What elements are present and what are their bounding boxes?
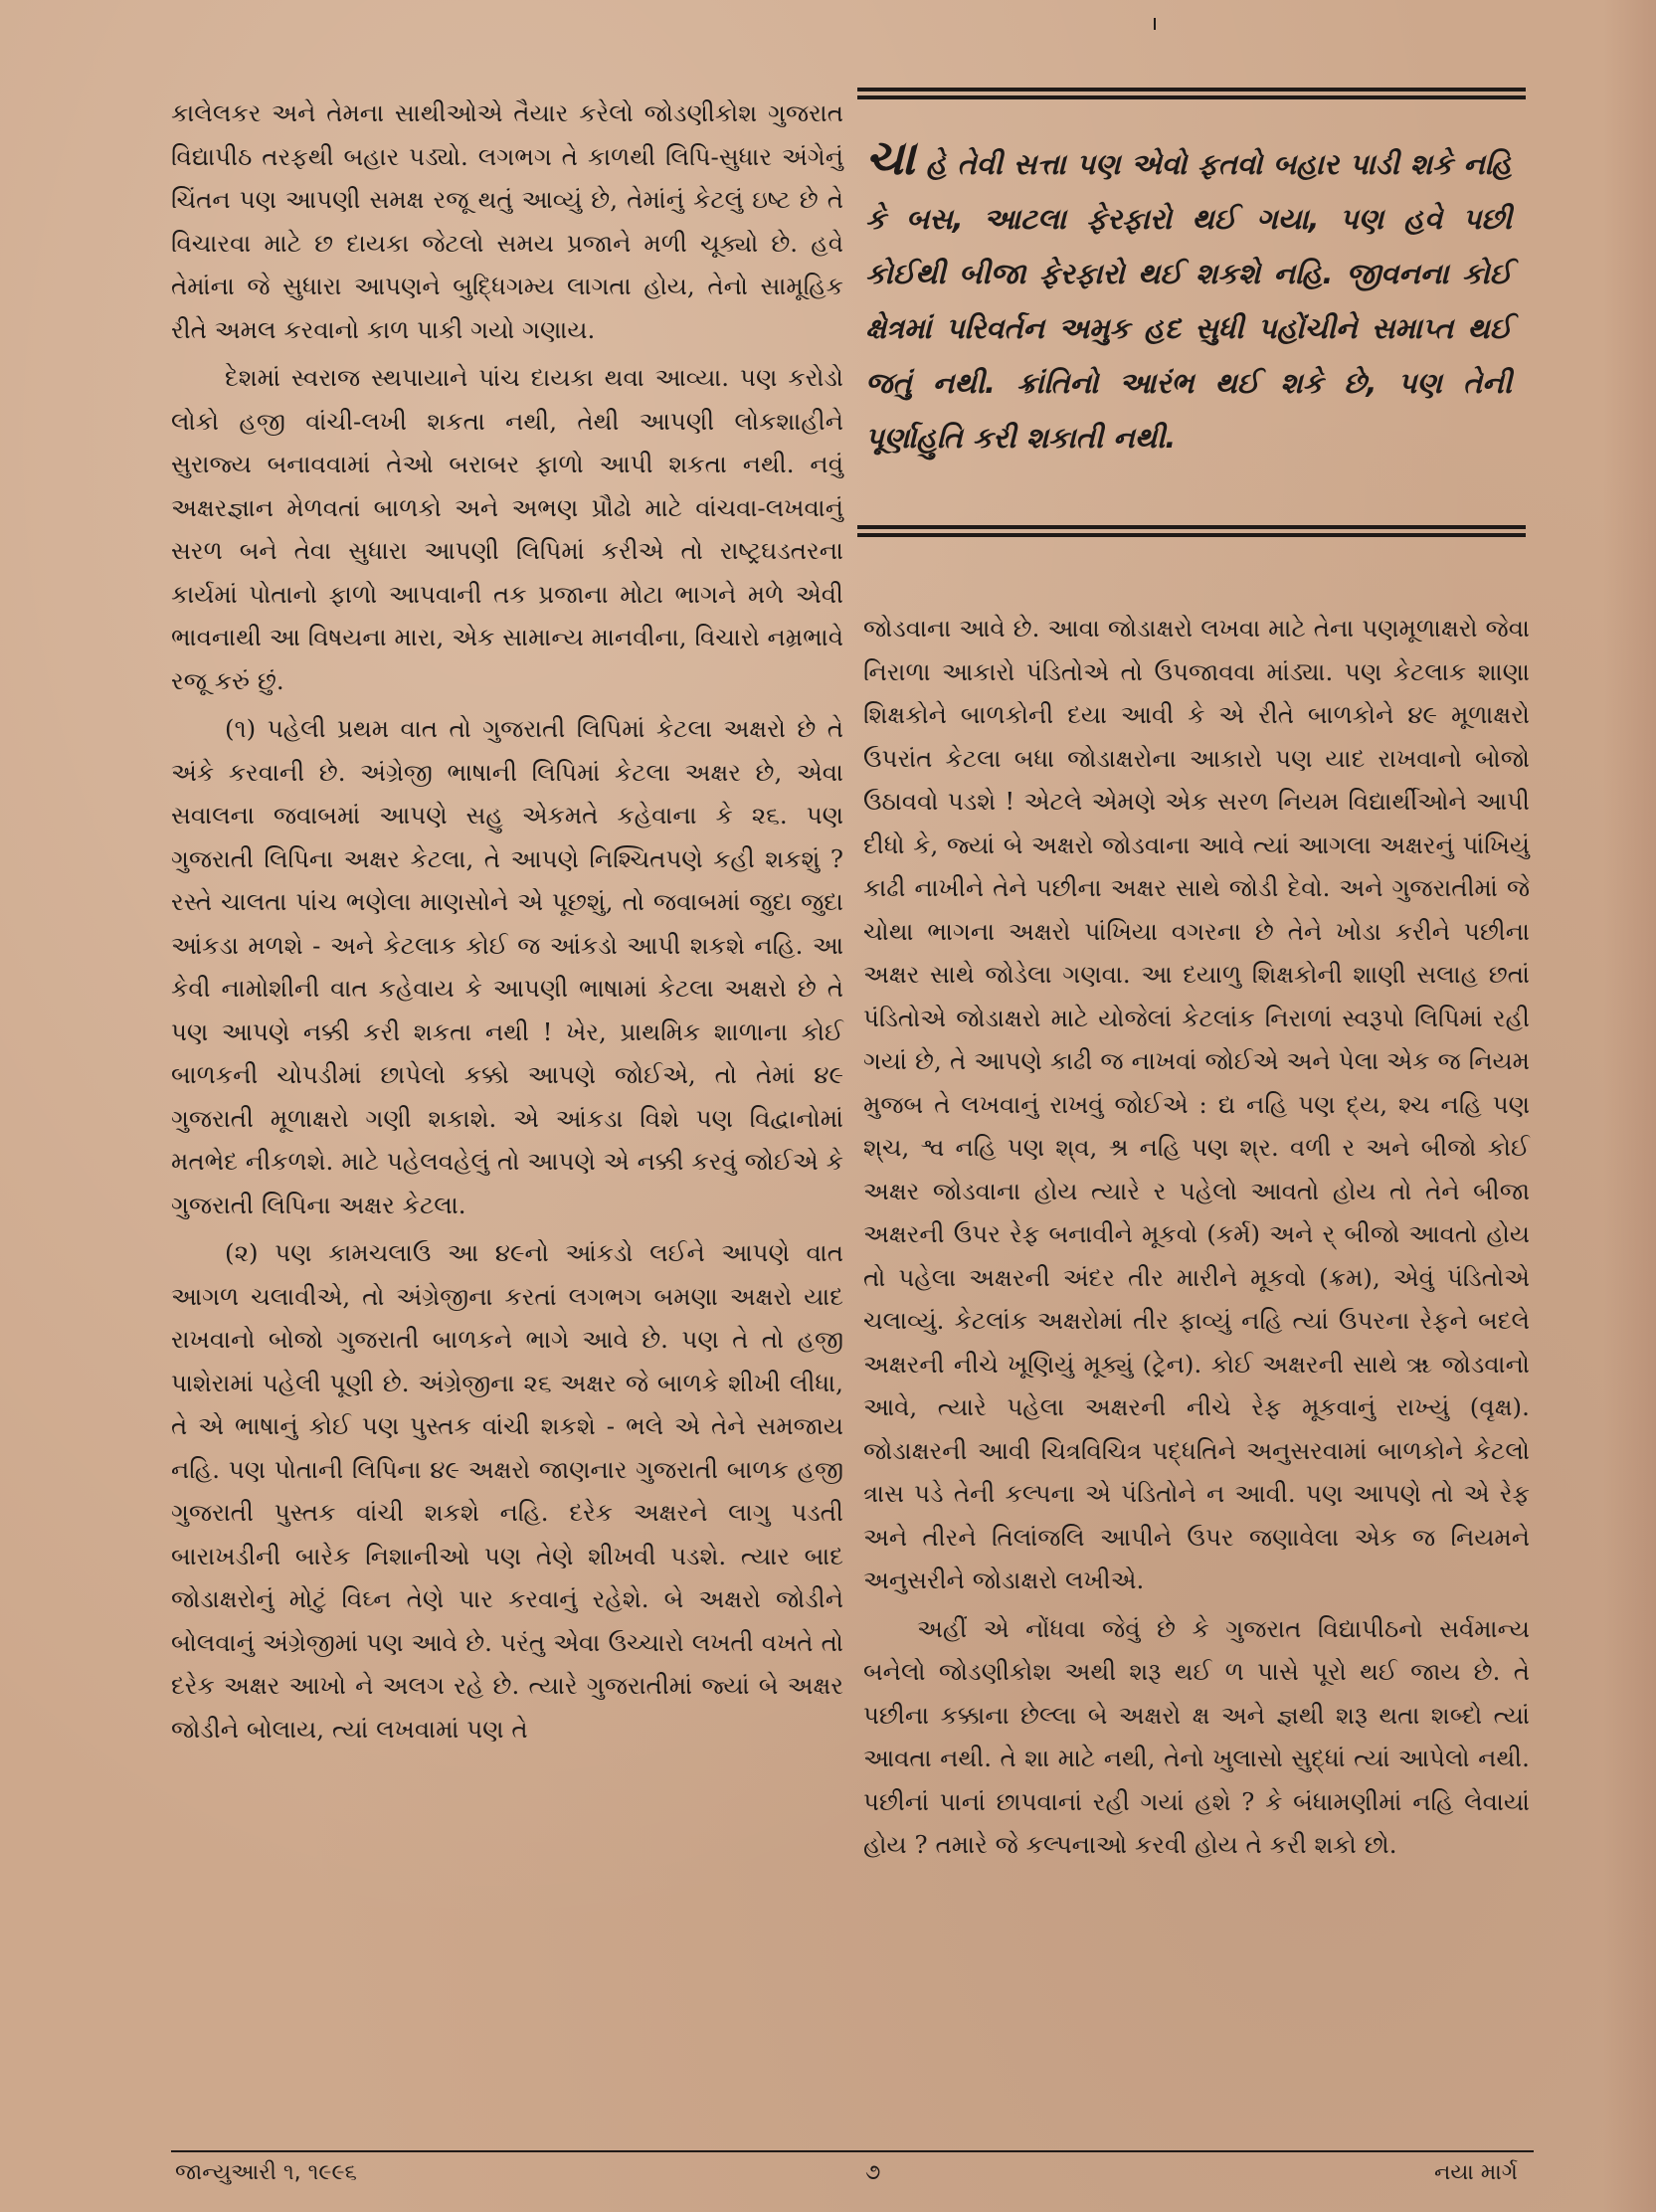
footer-publication: નયા માર્ગ xyxy=(1434,2160,1518,2185)
left-paragraph-4: (૨) પણ કામચલાઉ આ ૪૯નો આંકડો લઈને આપણે વાત આગળ ચલાવીએ, તો અંગ્રેજીના કરતાં લગભગ બમણા અક્ષરો યાદ રાખવાનો બોજો ગુજરાતી બાળકને ભાગે આવે છે. પણ તે તો હજી પાશેરામાં પહેલી પૂણી છે. અંગ્રેજીના ૨૬ અક્ષર જે બાળકે શીખી લીધા, તે એ ભાષાનું કોઈ પણ પુસ્તક વાંચી શકશે - ભલે એ તેને સમજાય નહિ. પણ પોતાની લિપિના ૪૯ અક્ષરો જાણનાર ગુજરાતી બાળક હજી ગુજરાતી પુસ્તક વાંચી શકશે નહિ. દરેક અક્ષરને લાગુ પડતી બારાખડીની બારેક નિશાનીઓ પણ તેણે શીખવી પડશે. ત્યાર બાદ જોડાક્ષરોનું મોટું વિઘ્ન તેણે પાર કરવાનું રહેશે. બે અક્ષરો જોડીને બોલવાનું અંગ્રેજીમાં પણ આવે છે. પરંતુ એવા ઉચ્ચારો લખતી વખતે તો દરેક અક્ષર આખો ને અલગ રહે છે. ત્યારે ગુજરાતીમાં જ્યાં બે અક્ષર જોડીને બોલાય, ત્યાં લખવામાં પણ તે xyxy=(171,1238,843,1744)
page-edge-shadow xyxy=(1603,0,1656,2212)
pull-quote-body: હે તેવી સત્તા પણ એવો ફતવો બહાર પાડી શકે નહિ કે બસ, આટલા ફેરફારો થઈ ગયા, પણ હવે પછી કોઈથી બીજા ફેરફારો થઈ શકશે નહિ. જીવનના કોઈ ક્ષેત્રમાં પરિવર્તન અમુક હદ સુધી પહોંચીને સમાપ્ત થઈ જતું નથી. ક્રાંતિનો આરંભ થઈ શકે છે, પણ તેની પૂર્ણાહુતિ કરી શકાતી નથી. xyxy=(865,147,1512,455)
right-column xyxy=(863,607,1530,1867)
quote-bottom-rule xyxy=(857,525,1526,537)
footer-page-number: ૭ xyxy=(865,2160,881,2185)
pull-quote-dropcap: ચા xyxy=(865,130,916,186)
pull-quote-text xyxy=(865,130,1512,465)
left-paragraph-2: દેશમાં સ્વરાજ સ્થપાયાને પાંચ દાયકા થવા આવ્યા. પણ કરોડો લોકો હજી વાંચી-લખી શકતા નથી, તેથી આપણી લોકશાહીને સુરાજ્ય બનાવવામાં તેઓ બરાબર ફાળો આપી શકતા નથી. નવું અક્ષરજ્ઞાન મેળવતાં બાળકો અને અભણ પ્રૌઢો માટે વાંચવા-લખવાનું સરળ બને તેવા સુધારા આપણી લિપિમાં કરીએ તો રાષ્ટ્રઘડતરના કાર્યમાં પોતાનો ફાળો આપવાની તક પ્રજાના મોટા ભાગને મળે એવી ભાવનાથી આ વિષયના મારા, એક સામાન્ય માનવીના, વિચારો નમ્રભાવે રજૂ કરું છું. xyxy=(171,363,843,695)
footer-rule xyxy=(171,2150,1534,2152)
pull-quote xyxy=(857,88,1526,545)
right-paragraph-2: અહીં એ નોંધવા જેવું છે કે ગુજરાત વિદ્યાપીઠનો સર્વમાન્ય બનેલો જોડણીકોશ અથી શરૂ થઈ ળ પાસે પૂરો થઈ જાય છે. તે પછીના કક્કાના છેલ્લા બે અક્ષરો ક્ષ અને જ્ઞથી શરૂ થતા શબ્દો ત્યાં આવતા નથી. તે શા માટે નથી, તેનો ખુલાસો સુદ્ધાં ત્યાં આપેલો નથી. પછીનાં પાનાં છાપવાનાં રહી ગયાં હશે ? કે બંધામણીમાં નહિ લેવાયાં હોય ? તમારે જે કલ્પનાઓ કરવી હોય તે કરી શકો છો. xyxy=(863,1613,1530,1859)
left-paragraph-1: કાલેલકર અને તેમના સાથીઓએ તૈયાર કરેલો જોડણીકોશ ગુજરાત વિદ્યાપીઠ તરફથી બહાર પડ્યો. લગભગ તે કાળથી લિપિ-સુધાર અંગેનું ચિંતન પણ આપણી સમક્ષ રજૂ થતું આવ્યું છે, તેમાંનું કેટલું ઇષ્ટ છે તે વિચારવા માટે છ દાયકા જેટલો સમય પ્રજાને મળી ચૂક્યો છે. હવે તેમાંના જે સુધારા આપણને બુદ્ધિગમ્ય લાગતા હોય, તેનો સામૂહિક રીતે અમલ કરવાનો કાળ પાકી ગયો ગણાય. xyxy=(171,98,843,344)
print-mark xyxy=(1154,18,1156,30)
right-paragraph-1: જોડવાના આવે છે. આવા જોડાક્ષરો લખવા માટે તેના પણમૂળાક્ષરો જેવા નિરાળા આકારો પંડિતોએ તો ઉપજાવવા માંડ્યા. પણ કેટલાક શાણા શિક્ષકોને બાળકોની દયા આવી કે એ રીતે બાળકોને ૪૯ મૂળાક્ષરો ઉપરાંત કેટલા બધા જોડાક્ષરોના આકારો પણ યાદ રાખવાનો બોજો ઉઠાવવો પડશે ! એટલે એમણે એક સરળ નિયમ વિદ્યાર્થીઓને આપી દીધો કે, જ્યાં બે અક્ષરો જોડવાના આવે ત્યાં આગલા અક્ષરનું પાંખિયું કાઢી નાખીને તેને પછીના અક્ષર સાથે જોડી દેવો. અને ગુજરાતીમાં જે ચોથા ભાગના અક્ષરો પાંખિયા વગરના છે તેને ખોડા કરીને પછીના અક્ષર સાથે જોડેલા ગણવા. આ દયાળુ શિક્ષકોની શાણી સલાહ છતાં પંડિતોએ જોડાક્ષરો માટે યોજેલાં કેટલાંક નિરાળાં સ્વરૂપો લિપિમાં રહી ગયાં છે, તે આપણે કાઢી જ નાખવાં જોઈએ અને પેલા એક જ નિયમ મુજબ તે લખવાનું રાખવું જોઈએ : દ્ય નહિ પણ દ્‌ય, શ્ચ નહિ પણ શ્‌ચ, શ્વ નહિ પણ શ્‌વ, શ્ર નહિ પણ શ્‌ર. વળી ર અને બીજો કોઈ અક્ષર જોડવાના હોય ત્યારે ર પહેલો આવતો હોય તો તેને બીજા અક્ષરની ઉપર રેફ બનાવીને મૂકવો (કર્મ) અને ર્ બીજો આવતો હોય તો પહેલા અક્ષરની અંદર તીર મારીને મૂકવો (ક્રમ), એવું પંડિતોએ ચલાવ્યું. કેટલાંક અક્ષરોમાં તીર ફાવ્યું નહિ ત્યાં ઉપરના રેફને બદલે અક્ષરની નીચે ખૂણિયું મૂક્યું (ટ્રેન). કોઈ અક્ષરની સાથે ૠ જોડવાનો આવે, ત્યારે પહેલા અક્ષરની નીચે રેફ મૂકવાનું રાખ્યું (વૃક્ષ). જોડાક્ષરની આવી ચિત્રવિચિત્ર પદ્ધતિને અનુસરવામાં બાળકોને કેટલો ત્રાસ પડે તેની કલ્પના એ પંડિતોને ન આવી. પણ આપણે તો એ રેફ અને તીરને તિલાંજલિ આપીને ઉપર જણાવેલા એક જ નિયમને અનુસરીને જોડાક્ષરો લખીએ. xyxy=(863,614,1530,1594)
left-column xyxy=(171,92,843,1751)
left-paragraph-3: (૧) પહેલી પ્રથમ વાત તો ગુજરાતી લિપિમાં કેટલા અક્ષરો છે તે અંકે કરવાની છે. અંગ્રેજી ભાષાની લિપિમાં કેટલા અક્ષર છે, એવા સવાલના જવાબમાં આપણે સહુ એકમતે કહેવાના કે ૨૬. પણ ગુજરાતી લિપિના અક્ષર કેટલા, તે આપણે નિશ્ચિતપણે કહી શકશું ? રસ્તે ચાલતા પાંચ ભણેલા માણસોને એ પૂછશું, તો જવાબમાં જુદા જુદા આંકડા મળશે - અને કેટલાક કોઈ જ આંકડો આપી શકશે નહિ. આ કેવી નામોશીની વાત કહેવાય કે આપણી ભાષામાં કેટલા અક્ષરો છે તે પણ આપણે નક્કી કરી શકતા નથી ! ખેર, પ્રાથમિક શાળાના કોઈ બાળકની ચોપડીમાં છાપેલો કક્કો આપણે જોઈએ, તો તેમાં ૪૯ ગુજરાતી મૂળાક્ષરો ગણી શકાશે. એ આંકડા વિશે પણ વિદ્વાનોમાં મતભેદ નીકળશે. માટે પહેલવહેલું તો આપણે એ નક્કી કરવું જોઈએ કે ગુજરાતી લિપિના અક્ષર કેટલા. xyxy=(171,714,843,1219)
quote-top-rule xyxy=(857,88,1526,99)
footer-date: જાન્યુઆરી ૧, ૧૯૯૬ xyxy=(175,2160,357,2185)
